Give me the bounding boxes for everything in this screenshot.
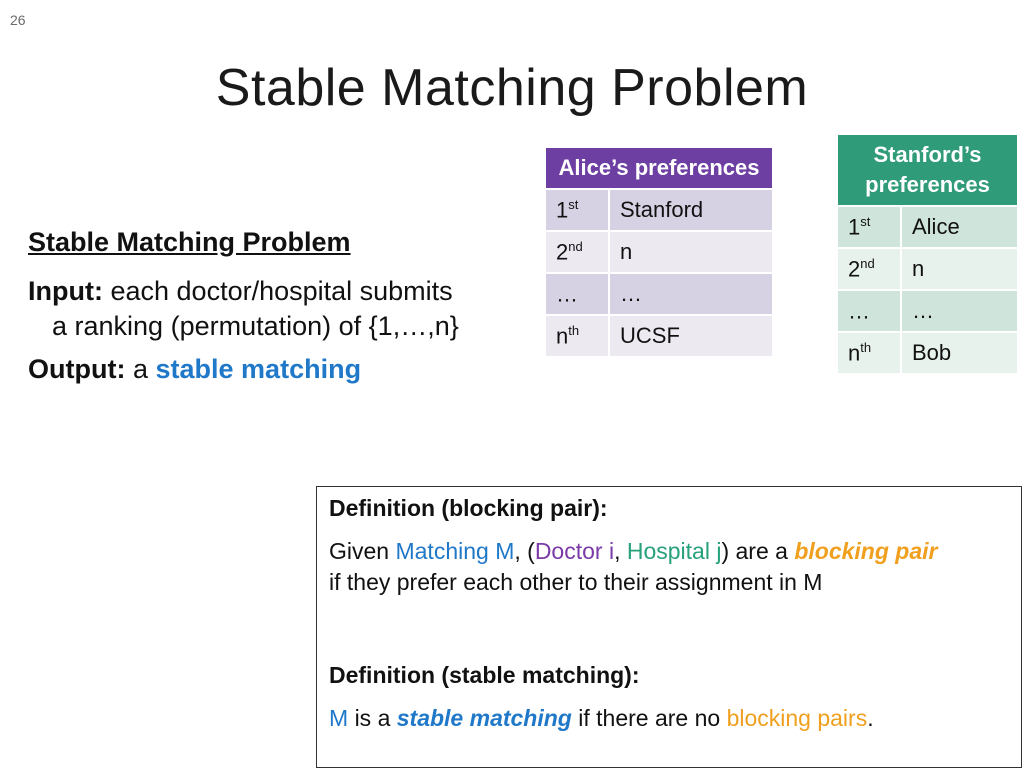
value-cell: Stanford (609, 189, 773, 231)
rank-cell: 2nd (545, 231, 609, 273)
value-cell: n (901, 248, 1018, 290)
table-row (545, 231, 773, 273)
value-cell: Bob (901, 332, 1018, 374)
table-row (545, 273, 773, 315)
blocking-rest-text: if they prefer each other to their assignment in M (329, 569, 823, 596)
stanford-header-line-2: preferences (865, 172, 990, 197)
punct: . (867, 705, 874, 732)
are-a-text: ) are a (721, 538, 788, 565)
is-a-text: is a (354, 705, 391, 732)
doctor-term: Doctor i (534, 538, 615, 565)
rank-cell: … (545, 273, 609, 315)
table-row (545, 315, 773, 357)
blocking-pair-definition-title: Definition (blocking pair): (329, 495, 608, 521)
hospital-term: Hospital j (626, 538, 722, 565)
stable-matching-definition-title: Definition (stable matching): (329, 662, 640, 689)
alice-table-header: Alice’s preferences (545, 147, 773, 189)
stanford-table-header (837, 134, 1018, 206)
stable-matching-definition-text (329, 703, 1009, 734)
if-there-text: if there are no (578, 705, 721, 732)
value-cell: n (609, 231, 773, 273)
stanford-preferences-table (836, 133, 1019, 375)
stanford-header-line-1: Stanford’s (873, 142, 982, 168)
input-line (28, 274, 548, 344)
input-label: Input: (28, 276, 103, 307)
slide-title: Stable Matching Problem (215, 59, 809, 117)
punct: , ( (514, 538, 535, 565)
input-text-2: a ranking (permutation) of {1,…,n} (52, 311, 459, 342)
table-row (837, 290, 1018, 332)
rank-cell: … (837, 290, 901, 332)
output-term: stable matching (155, 354, 362, 385)
rank-cell: $n^{th}$ (545, 315, 609, 357)
blocking-pair-term: blocking pair (794, 538, 938, 565)
problem-statement (28, 225, 548, 395)
output-line (28, 352, 548, 387)
blocking-pair-definition-text (329, 536, 1009, 598)
table-row (545, 189, 773, 231)
rank-cell: 1st (837, 206, 901, 248)
table-row (837, 248, 1018, 290)
value-cell: … (609, 273, 773, 315)
slide-number: 26 (10, 12, 26, 28)
matching-term: Matching M (395, 538, 515, 565)
blocking-pairs-term: blocking pairs (726, 705, 868, 732)
rank-cell: 2nd (837, 248, 901, 290)
table-row (837, 332, 1018, 374)
output-label: Output: (28, 354, 126, 385)
stable-matching-term: stable matching (396, 705, 572, 732)
rank-cell: $n^{th}$ (837, 332, 901, 374)
input-text-1: each doctor/hospital submits (110, 276, 453, 307)
value-cell: Alice (901, 206, 1018, 248)
rank-cell: 1st (545, 189, 609, 231)
table-row (837, 206, 1018, 248)
alice-preferences-table (544, 146, 774, 358)
given-text: Given (329, 538, 390, 565)
punct: , (614, 538, 627, 565)
value-cell: UCSF (609, 315, 773, 357)
output-text-prefix: a (132, 354, 148, 385)
value-cell: … (901, 290, 1018, 332)
definitions-box (316, 486, 1022, 768)
problem-heading: Stable Matching Problem (28, 227, 351, 257)
m-term: M (329, 705, 349, 732)
